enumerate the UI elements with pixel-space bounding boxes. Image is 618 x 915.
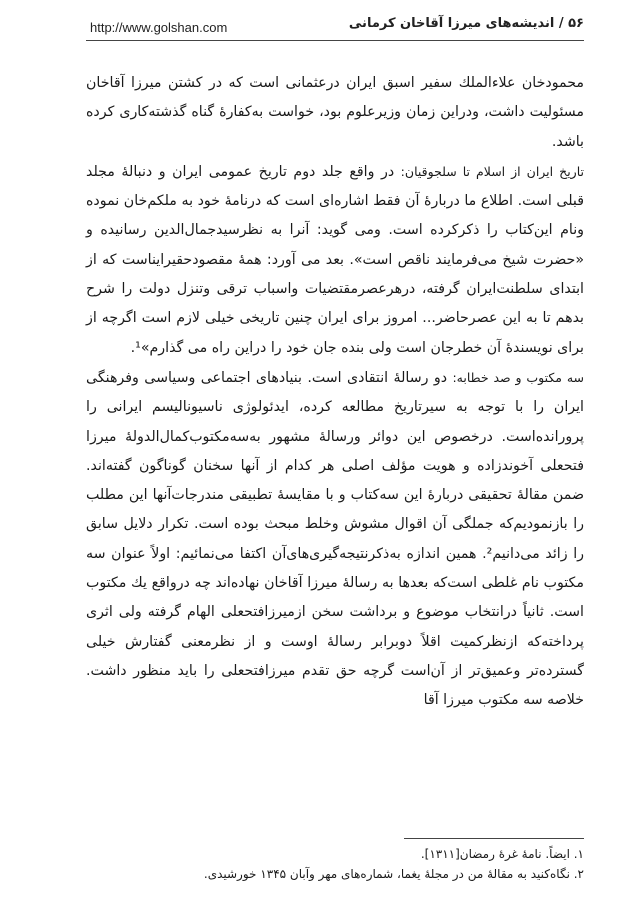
paragraph-2 [86,157,584,363]
footnotes [86,844,584,884]
header-url[interactable]: http://www.golshan.com [90,20,228,35]
footnote-1: ۱. ایضاً. نامهٔ غرهٔ رمضان[۱۳۱۱]. [420,847,584,861]
paragraph-3 [86,363,584,716]
footnote-divider [404,838,584,839]
paragraph-lead: تاریخ ایران از اسلام تا سلجوقیان: [400,163,584,179]
paragraph-text: محمودخان علاءالملك سفیر اسبق ایران درعثمانی است كه در كشتن میرزا آقاخان مسئولیت داشت، ودراین زمان وزیرعلوم بود، خواست به‌كفارهٔ گناه گذشته‌كاری كرده باشد. [86,75,584,150]
body-text [86,68,584,716]
header-page-title: ۵۶ / اندیشه‌های میرزا آقاخان کرمانی [348,16,584,31]
page-header [86,14,584,38]
header-divider [86,40,584,41]
paragraph-text: در واقع جلد دوم تاریخ عمومی ایران و دنبالهٔ مجلد قبلی است. اطلاع ما دربارهٔ آن فقط اشاره‌ای است كه درنامهٔ خود به ملكم‌خان نموده ونام این‌كتاب را ذكركرده است. ومی گوید: آنرا به نظرسید‌جمال‌الدین رسانیده و «حضرت شیخ می‌فرمایند ناقص است». بعد می آورد: همهٔ مقصودحقیرایناست كه از ابتدای سلطنت‌ایران گرفته، درهرعصرمقتضیات واسباب ترقی وتنزل دولت را شرح بدهم تا به این عصرحاضر... امروز برای ایران چنین تاریخی خیلی لازم است اگرچه از برای نویسندهٔ آن خطرجان است ولی بنده جان خود را دراین راه می گذارم»¹. [86,163,584,356]
paragraph-text: دو رسالهٔ انتقادی است. بنیادهای اجتماعی وسیاسی وفرهنگی ایران را با توجه به سیرتاریخ مطالعه كرده، ایدئولوژی ناسیونالیسم ایرانی را پرورانده‌است. درخصوص این دوائر ورسالهٔ مشهور به‌سه‌مكتوب‌كمال‌الدولهٔ میرزا فتحعلی آخوندزاده و هویت مؤلف اصلی هر كدام از آنها سخنان گوناگون گفته‌اند. ضمن مقالهٔ تحقیقی دربارهٔ این سه‌كتاب و با مقایسهٔ تطبیقی مندرجات‌آنها این مطلب را بازنمودیم‌كه جملگی آن اقوال مشوش وخلط مبحث بوده است. تكرار دلایل سابق را زائد می‌دانیم². همین اندازه به‌ذكرنتیجه‌گیری‌های‌آن اكتفا می‌نمائیم: اولاً عنوان سه مكتوب نام غلطی است‌كه بعدها به رسالهٔ میرزا آقاخان نهاده‌اند چه درواقع یك مكتوب است. ثانیاً درانتخاب موضوع و برداشت سخن ازمیرزافتحعلی الهام گرفته ولی اثری پرداخته‌كه ازنظركمیت اقلاً دوبرابر رسالهٔ اوست و از نظرمعنی گفتارش خیلی گسترده‌تر وعمیق‌تر از آن‌است گرچه حق تقدم میرزافتحعلی را باید منظور داشت. خلاصه سه مكتوب میرزا آقا‌ [86,369,585,709]
paragraph-lead: سه مكتوب و صد خطابه: [452,369,585,385]
footnote-2: ۲. نگاه‌كنید به مقالهٔ من در مجلهٔ یغما، شماره‌های مهر وآبان ۱۳۴۵ خورشیدی. [203,867,584,881]
paragraph-1 [86,68,584,157]
